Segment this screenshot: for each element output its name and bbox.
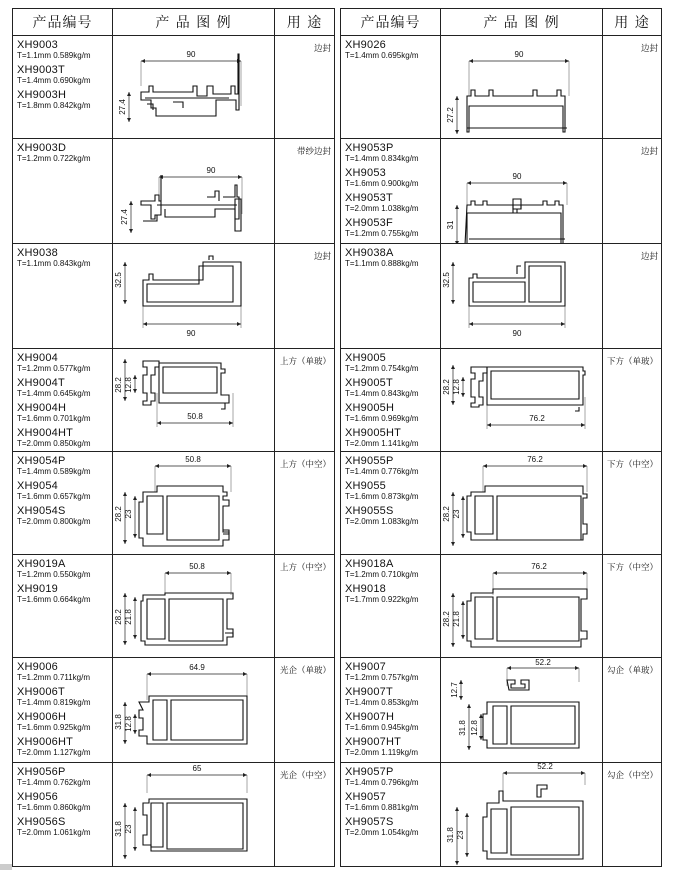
product-spec: T=1.2mm 0.550kg/m <box>17 570 91 579</box>
product-spec: T=1.6mm 0.664kg/m <box>17 595 91 604</box>
table-row <box>341 763 661 866</box>
table-row <box>341 658 661 763</box>
dimension-label: 12.8 <box>124 716 133 732</box>
profile-outline <box>465 201 563 243</box>
profile-outline <box>147 496 229 540</box>
dimension-label: 76.2 <box>531 562 547 571</box>
header-code: 产品编号 <box>341 9 441 35</box>
dimension-label: 27.2 <box>446 107 455 123</box>
profile-drawing <box>441 763 603 866</box>
profile-outline <box>141 593 233 645</box>
product-spec: T=1.2mm 0.710kg/m <box>345 570 419 579</box>
product-codes <box>341 36 441 138</box>
profile-outline <box>143 799 247 851</box>
dimension-label: 12.8 <box>470 720 479 736</box>
table-row <box>13 36 334 139</box>
product-codes <box>13 244 113 348</box>
profile-drawing <box>441 349 603 451</box>
profile-outline <box>487 367 585 411</box>
profile-outline <box>507 680 529 690</box>
page-corner-mark <box>0 864 12 870</box>
dimension-label: 23 <box>124 509 133 519</box>
dimension-label: 76.2 <box>527 455 543 464</box>
product-spec: T=1.4mm 0.796kg/m <box>345 778 419 787</box>
product-code: XH9055S <box>345 505 394 517</box>
product-spec: T=1.4mm 0.589kg/m <box>17 467 91 476</box>
product-spec: T=2.0mm 0.800kg/m <box>17 517 91 526</box>
product-code: XH9053 <box>345 167 386 179</box>
profile-diagram <box>441 244 602 348</box>
profile-drawing <box>113 658 275 762</box>
product-spec: T=2.0mm 1.038kg/m <box>345 204 419 213</box>
dimension-label: 28.2 <box>442 506 451 522</box>
product-spec: T=1.6mm 0.657kg/m <box>17 492 91 501</box>
profile-drawing <box>441 244 603 348</box>
profile-outline <box>475 496 581 540</box>
profile-drawing <box>113 555 275 657</box>
table-row <box>13 349 334 452</box>
profile-outline <box>157 175 239 219</box>
product-spec: T=1.1mm 0.589kg/m <box>17 51 91 60</box>
dimension-label: 28.2 <box>114 377 123 393</box>
product-code: XH9054 <box>17 480 58 492</box>
profile-outline <box>471 367 487 407</box>
product-code: XH9003D <box>17 142 67 154</box>
product-spec: T=2.0mm 1.054kg/m <box>345 828 419 837</box>
product-spec: T=1.2mm 0.722kg/m <box>17 154 91 163</box>
profile-outline <box>491 807 579 855</box>
product-spec: T=1.6mm 0.701kg/m <box>17 414 91 423</box>
product-spec: T=1.4mm 0.762kg/m <box>17 778 91 787</box>
product-codes <box>13 139 113 243</box>
dimension-label: 21.8 <box>452 611 461 627</box>
product-codes <box>13 349 113 451</box>
product-code: XH9007HT <box>345 736 402 748</box>
profile-diagram <box>113 452 274 554</box>
product-spec: T=2.0mm 0.850kg/m <box>17 439 91 448</box>
usage-text: 边封 <box>313 44 331 54</box>
product-code: XH9057S <box>345 816 394 828</box>
dimension-label: 23 <box>452 509 461 519</box>
product-code: XH9038 <box>17 247 58 259</box>
dimension-label: 52.2 <box>535 658 551 667</box>
dimension-label: 23 <box>456 830 465 840</box>
dimension-label: 76.2 <box>529 414 545 423</box>
dimension-label: 27.4 <box>120 209 129 225</box>
usage-text: 下方（单玻） <box>606 357 658 367</box>
product-spec: T=1.4mm 0.843kg/m <box>345 389 419 398</box>
profile-diagram <box>113 658 274 762</box>
product-spec: T=1.2mm 0.711kg/m <box>17 673 90 682</box>
product-code: XH9018 <box>345 583 386 595</box>
profile-outline <box>139 486 229 546</box>
product-code: XH9018A <box>345 558 394 570</box>
dimension-label: 21.8 <box>124 609 133 625</box>
profile-diagram <box>441 763 602 866</box>
profile-outline <box>475 597 579 641</box>
profile-diagram <box>441 139 602 243</box>
product-code: XH9007H <box>345 711 395 723</box>
usage-text: 光企（中空） <box>279 771 331 781</box>
profile-diagram <box>441 452 602 554</box>
product-code: XH9003H <box>17 89 67 101</box>
profile-diagram <box>113 244 274 348</box>
product-spec: T=1.4mm 0.695kg/m <box>345 51 419 60</box>
profile-drawing <box>113 36 275 138</box>
right-table <box>340 8 662 867</box>
product-spec: T=1.6mm 0.925kg/m <box>17 723 91 732</box>
profile-outline <box>473 266 561 302</box>
product-spec: T=1.2mm 0.755kg/m <box>345 229 419 238</box>
profile-outline <box>153 700 243 740</box>
dimension-label: 31.8 <box>446 827 455 843</box>
profile-outline <box>139 696 247 744</box>
profile-drawing <box>113 139 275 243</box>
product-spec: T=2.0mm 1.083kg/m <box>345 517 419 526</box>
profile-outline <box>467 486 587 540</box>
product-spec: T=1.4mm 0.834kg/m <box>345 154 419 163</box>
dimension-label: 90 <box>206 166 216 175</box>
profile-outline <box>147 599 233 641</box>
table-header <box>13 9 334 36</box>
dimension-label: 31.8 <box>458 720 467 736</box>
dimension-label: 65 <box>192 764 202 773</box>
product-spec: T=1.6mm 0.969kg/m <box>345 414 419 423</box>
product-codes <box>341 763 441 866</box>
table-row <box>341 36 661 139</box>
usage-text: 上方（中空） <box>279 460 331 470</box>
table-row <box>13 555 334 658</box>
profile-diagram <box>441 658 602 762</box>
usage-text: 光企（单玻） <box>279 666 331 676</box>
table-header <box>341 9 661 36</box>
dimension-label: 50.8 <box>187 412 203 421</box>
profile-outline <box>483 702 579 748</box>
product-code: XH9004HT <box>17 427 74 439</box>
product-codes <box>341 452 441 554</box>
product-spec: T=1.1mm 0.888kg/m <box>345 259 419 268</box>
dimension-label: 12.8 <box>124 377 133 393</box>
dimension-label: 28.2 <box>442 379 451 395</box>
product-spec: T=1.4mm 0.776kg/m <box>345 467 419 476</box>
product-code: XH9004 <box>17 352 58 364</box>
product-spec: T=1.2mm 0.577kg/m <box>17 364 91 373</box>
product-codes <box>13 658 113 762</box>
usage-text: 上方（中空） <box>279 563 331 573</box>
dimension-label: 23 <box>124 824 133 834</box>
product-code: XH9019 <box>17 583 58 595</box>
product-code: XH9004H <box>17 402 67 414</box>
dimension-label: 28.2 <box>442 611 451 627</box>
product-codes <box>13 36 113 138</box>
product-spec: T=1.6mm 0.860kg/m <box>17 803 91 812</box>
product-spec: T=1.8mm 0.842kg/m <box>17 101 91 110</box>
table-row <box>13 244 334 349</box>
product-code: XH9053P <box>345 142 394 154</box>
product-code: XH9005H <box>345 402 395 414</box>
dimension-label: 64.9 <box>189 663 205 672</box>
product-code: XH9056P <box>17 766 66 778</box>
profile-outline <box>147 256 233 302</box>
header-usage: 用 途 <box>614 15 650 31</box>
product-code: XH9057 <box>345 791 386 803</box>
product-code: XH9005T <box>345 377 393 389</box>
profile-drawing <box>441 36 603 138</box>
profile-drawing <box>441 658 603 762</box>
table-row <box>13 658 334 763</box>
usage-text: 边封 <box>640 252 658 262</box>
product-code: XH9055 <box>345 480 386 492</box>
dimension-label: 27.4 <box>118 99 127 115</box>
product-code: XH9057P <box>345 766 394 778</box>
table-row <box>341 555 661 658</box>
usage-text: 下方（中空） <box>606 460 658 470</box>
product-spec: T=1.4mm 0.690kg/m <box>17 76 91 85</box>
product-spec: T=2.0mm 1.119kg/m <box>345 748 418 757</box>
header-usage: 用 途 <box>286 15 323 31</box>
product-spec: T=1.6mm 0.900kg/m <box>345 179 419 188</box>
product-code: XH9006 <box>17 661 58 673</box>
profile-outline <box>151 803 243 849</box>
dimension-label: 90 <box>512 172 522 181</box>
product-spec: T=1.6mm 0.873kg/m <box>345 492 419 501</box>
product-spec: T=1.2mm 0.757kg/m <box>345 673 419 682</box>
table-row <box>13 452 334 555</box>
dimension-label: 52.2 <box>537 763 553 771</box>
dimension-label: 28.2 <box>114 609 123 625</box>
product-code: XH9007 <box>345 661 386 673</box>
profile-outline <box>141 54 239 116</box>
profile-drawing <box>113 244 275 348</box>
product-code: XH9003T <box>17 64 65 76</box>
table-row <box>341 139 661 244</box>
dimension-label: 31.8 <box>114 714 123 730</box>
product-codes <box>341 658 441 762</box>
profile-drawing <box>441 452 603 554</box>
left-table <box>12 8 335 867</box>
product-spec: T=2.0mm 1.141kg/m <box>345 439 419 448</box>
product-spec: T=1.6mm 0.945kg/m <box>345 723 419 732</box>
profile-drawing <box>113 349 275 451</box>
product-code: XH9053F <box>345 217 393 229</box>
product-code: XH9054S <box>17 505 66 517</box>
profile-outline <box>483 785 583 859</box>
product-code: XH9005 <box>345 352 386 364</box>
product-code: XH9004T <box>17 377 65 389</box>
header-drawing: 产 品 图 例 <box>113 9 275 35</box>
profile-outline <box>143 361 159 405</box>
product-spec: T=1.6mm 0.881kg/m <box>345 803 419 812</box>
dimension-label: 32.5 <box>114 272 123 288</box>
product-code: XH9006H <box>17 711 67 723</box>
product-code: XH9038A <box>345 247 394 259</box>
dimension-label: 12.8 <box>452 379 461 395</box>
usage-text: 带纱边封 <box>296 147 331 157</box>
profile-outline <box>159 363 229 409</box>
product-spec: T=1.1mm 0.843kg/m <box>17 259 91 268</box>
usage-text: 勾企（单玻） <box>606 666 658 676</box>
usage-text: 下方（中空） <box>606 563 658 573</box>
profile-drawing <box>113 763 275 866</box>
profile-outline <box>467 589 587 647</box>
profile-diagram <box>113 349 274 451</box>
dimension-label: 32.5 <box>442 272 451 288</box>
product-spec: T=1.7mm 0.922kg/m <box>345 595 419 604</box>
dimension-label: 90 <box>186 329 196 338</box>
profile-diagram <box>441 349 602 451</box>
profile-diagram <box>113 36 274 138</box>
profile-diagram <box>113 763 274 866</box>
table-row <box>341 349 661 452</box>
product-code: XH9056S <box>17 816 66 828</box>
usage-text: 边封 <box>313 252 331 262</box>
dimension-label: 50.8 <box>189 562 205 571</box>
product-code: XH9056 <box>17 791 58 803</box>
table-row <box>13 763 334 866</box>
product-codes <box>13 555 113 657</box>
product-spec: T=1.2mm 0.754kg/m <box>345 364 419 373</box>
product-spec: T=2.0mm 1.127kg/m <box>17 748 91 757</box>
profile-diagram <box>441 555 602 657</box>
product-codes <box>341 555 441 657</box>
product-codes <box>341 349 441 451</box>
product-codes <box>341 244 441 348</box>
profile-diagram <box>113 555 274 657</box>
product-code: XH9006T <box>17 686 65 698</box>
product-codes <box>13 763 113 866</box>
usage-text: 边封 <box>640 44 658 54</box>
header-code: 产品编号 <box>13 9 113 35</box>
product-spec: T=1.4mm 0.645kg/m <box>17 389 91 398</box>
dimension-label: 90 <box>514 50 524 59</box>
product-codes <box>341 139 441 243</box>
product-spec: T=1.4mm 0.853kg/m <box>345 698 419 707</box>
profile-outline <box>467 90 565 132</box>
dimension-label: 31 <box>446 220 455 230</box>
table-row <box>341 244 661 349</box>
dimension-label: 12.7 <box>450 682 459 698</box>
product-spec: T=2.0mm 1.061kg/m <box>17 828 91 837</box>
product-code: XH9055P <box>345 455 394 467</box>
table-row <box>341 452 661 555</box>
product-code: XH9054P <box>17 455 66 467</box>
profile-diagram <box>441 36 602 138</box>
profile-drawing <box>441 555 603 657</box>
profile-outline <box>141 195 161 219</box>
dimension-label: 31.8 <box>114 821 123 837</box>
profile-drawing <box>441 139 603 243</box>
header-drawing: 产 品 图 例 <box>441 9 603 35</box>
product-codes <box>13 452 113 554</box>
dimension-label: 90 <box>512 329 522 338</box>
product-code: XH9006HT <box>17 736 74 748</box>
product-code: XH9026 <box>345 39 386 51</box>
usage-text: 勾企（中空） <box>606 771 658 781</box>
product-code: XH9053T <box>345 192 393 204</box>
usage-text: 边封 <box>640 147 658 157</box>
product-code: XH9007T <box>345 686 393 698</box>
product-code: XH9005HT <box>345 427 402 439</box>
dimension-label: 50.8 <box>185 455 201 464</box>
product-code: XH9019A <box>17 558 66 570</box>
dimension-label: 28.2 <box>114 506 123 522</box>
dimension-label: 90 <box>186 50 196 59</box>
profile-drawing <box>113 452 275 554</box>
profile-diagram <box>113 139 274 243</box>
product-code: XH9003 <box>17 39 58 51</box>
usage-text: 上方（单玻） <box>279 357 331 367</box>
table-row <box>13 139 334 244</box>
product-spec: T=1.4mm 0.819kg/m <box>17 698 91 707</box>
